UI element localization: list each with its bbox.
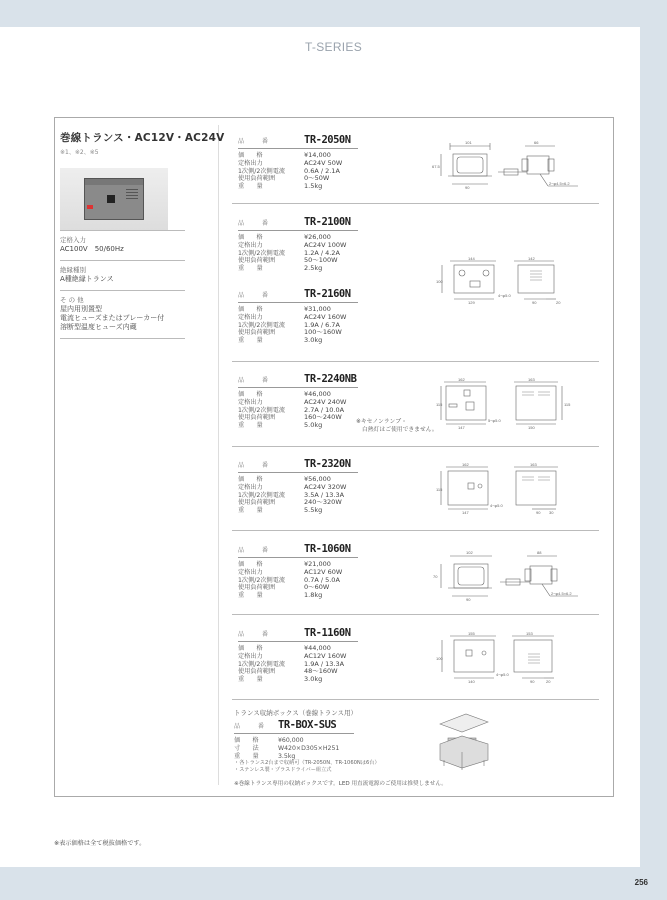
spec-table: 価 格 ¥21,000 定格出力 AC12V 60W 1次側/2次側電流 0.7A / 5.0A 使用負荷範囲 0〜60W 重 量 1.8kg <box>238 560 343 600</box>
model-tr-1160n: 品 番 TR-1160N 価 格 ¥44,000 定格出力 AC12V 160W 1次側/2次側電流 1.9A / 13.3A 使用負荷範囲 48〜160W 重 量 3.0kg <box>238 627 358 684</box>
transformer-photo-icon <box>60 168 168 230</box>
svg-text:100: 100 <box>436 656 443 661</box>
svg-text:90: 90 <box>466 597 471 602</box>
svg-text:162: 162 <box>462 463 469 467</box>
svg-text:115: 115 <box>436 487 443 492</box>
svg-text:140: 140 <box>468 679 475 684</box>
dimension-drawing-tr-2240nb <box>436 378 571 430</box>
model-tr-2100n: 品 番 TR-2100N 価 格 ¥26,000 定格出力 AC24V 100W 1次側/2次側電流 1.2A / 4.2A 使用負荷範囲 50〜100W 重 量 2.5kg <box>238 216 358 273</box>
spec-table: 価 格 ¥46,000 定格出力 AC24V 240W 1次側/2次側電流 2.7A / 10.0A 使用負荷範囲 160〜240W 重 量 5.0kg <box>238 390 347 430</box>
svg-text:5−φ5.0: 5−φ5.0 <box>488 418 501 423</box>
svg-text:153: 153 <box>526 632 533 636</box>
spec-table: 価 格 ¥56,000 定格出力 AC24V 320W 1次側/2次側電流 3.5A / 13.3A 使用負荷範囲 240〜320W 重 量 5.5kg <box>238 475 347 515</box>
xenon-lamp-note: ※キセノンランプ・ 白熱灯はご使用できません。 <box>356 419 438 433</box>
dimension-drawing-tr-1060n <box>430 548 580 604</box>
dimension-drawing-tr-2050n <box>430 136 580 192</box>
section-divider <box>232 446 599 447</box>
section-divider <box>232 699 599 700</box>
svg-text:67.5: 67.5 <box>432 164 440 169</box>
model-tr-2160n: 品 番 TR-2160N 価 格 ¥31,000 定格出力 AC24V 160W 1次側/2次側電流 1.9A / 6.7A 使用負荷範囲 100〜160W 重 量 3.0kg <box>238 288 358 345</box>
svg-text:101: 101 <box>465 140 472 145</box>
svg-text:147: 147 <box>458 425 465 430</box>
svg-text:150: 150 <box>528 425 535 430</box>
svg-text:90: 90 <box>532 300 537 305</box>
spec-table: 価 格 ¥31,000 定格出力 AC24V 160W 1次側/2次側電流 1.9A / 6.7A 使用負荷範囲 100〜160W 重 量 3.0kg <box>238 305 347 345</box>
box-subtitle: トランス収納ボックス（巻線トランス用） <box>234 709 358 717</box>
svg-text:102: 102 <box>466 550 473 555</box>
svg-text:20: 20 <box>556 300 561 305</box>
svg-text:115: 115 <box>436 402 443 407</box>
tax-note: ※表示価格は全て税抜価格です。 <box>54 840 146 847</box>
svg-text:2−φ4.5×6.2: 2−φ4.5×6.2 <box>549 181 570 186</box>
spec-table: 価 格 ¥60,000 寸 法 W420×D305×H251 重 量 3.5kg <box>234 737 340 760</box>
section-divider <box>232 203 599 204</box>
spec-table: 価 格 ¥44,000 定格出力 AC12V 160W 1次側/2次側電流 1.9A / 13.3A 使用負荷範囲 48〜160W 重 量 3.0kg <box>238 644 347 684</box>
model-code: TR-2240NB <box>304 373 357 385</box>
model-code: TR-2160N <box>304 288 351 300</box>
svg-text:66: 66 <box>534 140 539 145</box>
dimension-drawing-tr-2320n <box>436 463 571 515</box>
spec-table: 価 格 ¥14,000 定格出力 AC24V 50W 1次側/2次側電流 0.6A / 2.1A 使用負荷範囲 0〜50W 重 量 1.5kg <box>238 151 343 191</box>
dimension-drawing-tr-2160n <box>436 255 576 305</box>
series-title: T-SERIES <box>304 40 363 54</box>
svg-text:4−φ5.0: 4−φ5.0 <box>498 293 511 298</box>
product-summary <box>60 130 225 339</box>
spec-insulation: 絶縁種別 A種絶縁トランス <box>60 260 185 290</box>
svg-text:4−φ5.0: 4−φ5.0 <box>496 672 509 677</box>
svg-text:100: 100 <box>436 279 443 284</box>
svg-text:162: 162 <box>458 378 465 382</box>
model-code: TR-2050N <box>304 134 351 146</box>
model-tr-1060n: 品 番 TR-1060N 価 格 ¥21,000 定格出力 AC12V 60W 1次側/2次側電流 0.7A / 5.0A 使用負荷範囲 0〜60W 重 量 1.8kg <box>238 543 358 600</box>
svg-text:30: 30 <box>549 510 554 515</box>
box-footnote: ※巻線トランス専用の収納ボックスです。LED 用直流電源のご使用は推奨しません。 <box>234 781 447 788</box>
dimension-drawing-tr-1160n <box>436 632 571 684</box>
svg-text:20: 20 <box>546 679 551 684</box>
spec-table: 価 格 ¥26,000 定格出力 AC24V 100W 1次側/2次側電流 1.2A / 4.2A 使用負荷範囲 50〜100W 重 量 2.5kg <box>238 233 347 273</box>
section-divider <box>232 530 599 531</box>
page-number: 256 <box>634 878 648 887</box>
svg-text:155: 155 <box>468 632 475 636</box>
svg-text:2−φ4.5×6.2: 2−φ4.5×6.2 <box>551 591 572 596</box>
svg-text:163: 163 <box>530 463 537 467</box>
section-divider <box>232 361 599 362</box>
svg-text:115: 115 <box>564 402 571 407</box>
section-divider <box>232 614 599 615</box>
spec-rated-input: 定格入力 AC100V 50/60Hz <box>60 230 185 260</box>
svg-text:90: 90 <box>536 510 541 515</box>
svg-text:4−φ5.0: 4−φ5.0 <box>490 503 503 508</box>
svg-text:129: 129 <box>468 300 475 305</box>
model-code: TR-2320N <box>304 458 351 470</box>
model-code: TR-1060N <box>304 543 351 555</box>
svg-text:70: 70 <box>433 574 438 579</box>
model-code: TR-BOX-SUS <box>278 719 337 731</box>
transformer-box-section: トランス収納ボックス（巻線トランス用） 品 番 TR-BOX-SUS 価 格 ¥60,000 寸 法 W420×D305×H251 重 量 3.5kg ・各トランス2台まで収納可（TR-2050N、TR-1060Nは6台） ・ステンレス製・プラスドライバー組立式 ※巻線トランス専用の収納ボックスです。LED 用直流電源のご使用は推奨しません。 <box>234 708 474 787</box>
svg-text:90: 90 <box>530 679 535 684</box>
model-code: TR-1160N <box>304 627 351 639</box>
model-code: TR-2100N <box>304 216 351 228</box>
product-notes: ※1、※2、※5 <box>60 149 99 156</box>
svg-text:163: 163 <box>528 378 535 382</box>
model-tr-2320n: 品 番 TR-2320N 価 格 ¥56,000 定格出力 AC24V 320W 1次側/2次側電流 3.5A / 13.3A 使用負荷範囲 240〜320W 重 量 5.5kg <box>238 458 358 515</box>
svg-text:142: 142 <box>528 256 535 261</box>
storage-box-illustration-icon <box>436 710 492 770</box>
svg-text:144: 144 <box>468 256 475 261</box>
model-tr-2050n: 品 番 TR-2050N 価 格 ¥14,000 定格出力 AC24V 50W 1次側/2次側電流 0.6A / 2.1A 使用負荷範囲 0〜50W 重 量 1.5kg <box>238 134 358 191</box>
svg-text:90: 90 <box>465 185 470 190</box>
model-tr-2240nb: 品 番 TR-2240NB 価 格 ¥46,000 定格出力 AC24V 240W 1次側/2次側電流 2.7A / 10.0A 使用負荷範囲 160〜240W 重 量 5.0kg <box>238 373 357 430</box>
spec-other: そ の 他 屋内用別置型 電流ヒューズまたはブレーカー付 溶断型温度ヒューズ内蔵 <box>60 290 185 339</box>
svg-text:147: 147 <box>462 510 469 515</box>
product-title: 巻線トランス・AC12V・AC24V <box>60 132 225 144</box>
svg-text:88: 88 <box>537 550 542 555</box>
